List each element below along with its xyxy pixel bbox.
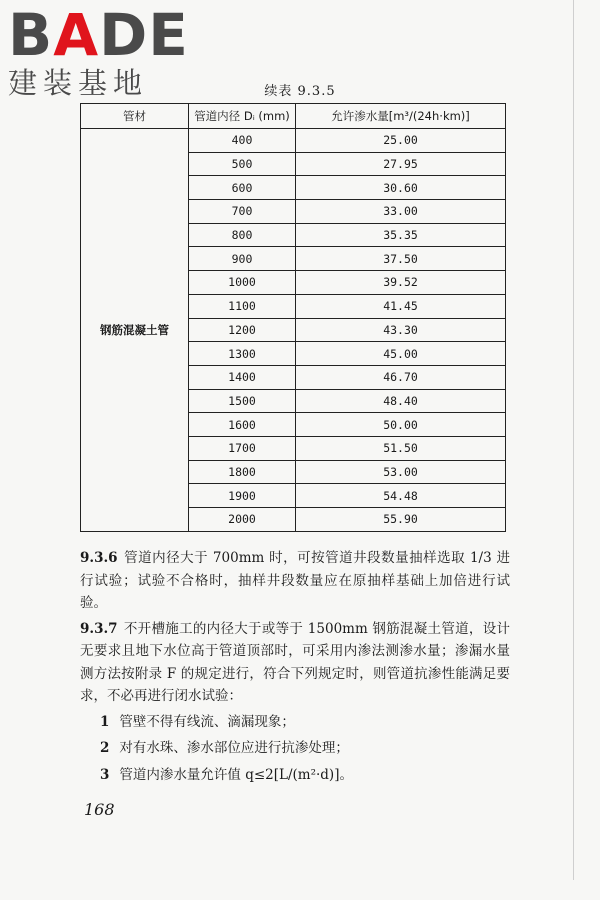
list-item: 3 管道内渗水量允许值 q≤2[L/(m²·d)]。 — [100, 766, 353, 783]
seepage-cell: 33.00 — [296, 200, 506, 224]
clause-9-3-7 — [80, 618, 510, 708]
seepage-cell: 41.45 — [296, 294, 506, 318]
diameter-cell: 500 — [189, 152, 296, 176]
diameter-cell: 1700 — [189, 436, 296, 460]
table-header-row — [81, 104, 506, 129]
seepage-cell: 53.00 — [296, 460, 506, 484]
seepage-cell: 30.60 — [296, 176, 506, 200]
clause-text: 不开槽施工的内径大于或等于 1500mm 钢筋混凝土管道，设计无要求且地下水位高于管道顶部时，可采用内渗法测渗水量；渗漏水量测方法按附录 F 的规定进行，符合下列规定时，则管道抗渗性能满足要求，不必再进行闭水试验： — [80, 620, 510, 704]
material-cell: 钢筋混凝土管 — [81, 129, 189, 532]
logo-subtitle: 建装基地 — [8, 66, 149, 100]
diameter-cell: 400 — [189, 129, 296, 153]
header-allowed-seepage: 允许渗水量[m³/(24h·km)] — [296, 104, 506, 129]
clause-number: 9.3.7 — [80, 620, 118, 637]
diameter-cell: 1300 — [189, 342, 296, 366]
seepage-cell: 51.50 — [296, 436, 506, 460]
clause-9-3-6 — [80, 547, 510, 615]
diameter-cell: 700 — [189, 200, 296, 224]
seepage-cell: 37.50 — [296, 247, 506, 271]
page-number: 168 — [84, 800, 115, 819]
list-item: 1 管壁不得有线流、滴漏现象； — [100, 713, 295, 730]
diameter-cell: 800 — [189, 223, 296, 247]
diameter-cell: 1000 — [189, 271, 296, 295]
header-diameter: 管道内径 Dᵢ (mm) — [189, 104, 296, 129]
diameter-cell: 1900 — [189, 484, 296, 508]
header-material: 管材 — [81, 104, 189, 129]
diameter-cell: 1200 — [189, 318, 296, 342]
list-item: 2 对有水珠、渗水部位应进行抗渗处理； — [100, 740, 349, 756]
permeation-table — [80, 103, 506, 532]
logo-wordmark: BADE — [8, 1, 189, 69]
seepage-cell: 45.00 — [296, 342, 506, 366]
table-row — [81, 129, 506, 153]
clause-items — [100, 711, 510, 787]
diameter-cell: 2000 — [189, 508, 296, 532]
seepage-cell: 25.00 — [296, 129, 506, 153]
clause-text: 管道内径大于 700mm 时，可按管道井段数量抽样选取 1/3 进行试验；试验不合格时，抽样井段数量应在原抽样基础上加倍进行试验。 — [80, 550, 510, 611]
diameter-cell: 1400 — [189, 365, 296, 389]
seepage-cell: 27.95 — [296, 152, 506, 176]
clause-number: 9.3.6 — [80, 550, 118, 566]
seepage-cell: 35.35 — [296, 223, 506, 247]
table-caption: 续表 9.3.5 — [264, 84, 336, 99]
diameter-cell: 1600 — [189, 413, 296, 437]
seepage-cell: 50.00 — [296, 413, 506, 437]
seepage-cell: 39.52 — [296, 271, 506, 295]
seepage-cell: 55.90 — [296, 508, 506, 532]
seepage-cell: 43.30 — [296, 318, 506, 342]
diameter-cell: 900 — [189, 247, 296, 271]
diameter-cell: 1500 — [189, 389, 296, 413]
seepage-cell: 48.40 — [296, 389, 506, 413]
seepage-cell: 46.70 — [296, 365, 506, 389]
seepage-cell: 54.48 — [296, 484, 506, 508]
page-edge-line — [573, 0, 574, 880]
diameter-cell: 600 — [189, 176, 296, 200]
diameter-cell: 1800 — [189, 460, 296, 484]
clauses-section — [80, 547, 510, 790]
diameter-cell: 1100 — [189, 294, 296, 318]
